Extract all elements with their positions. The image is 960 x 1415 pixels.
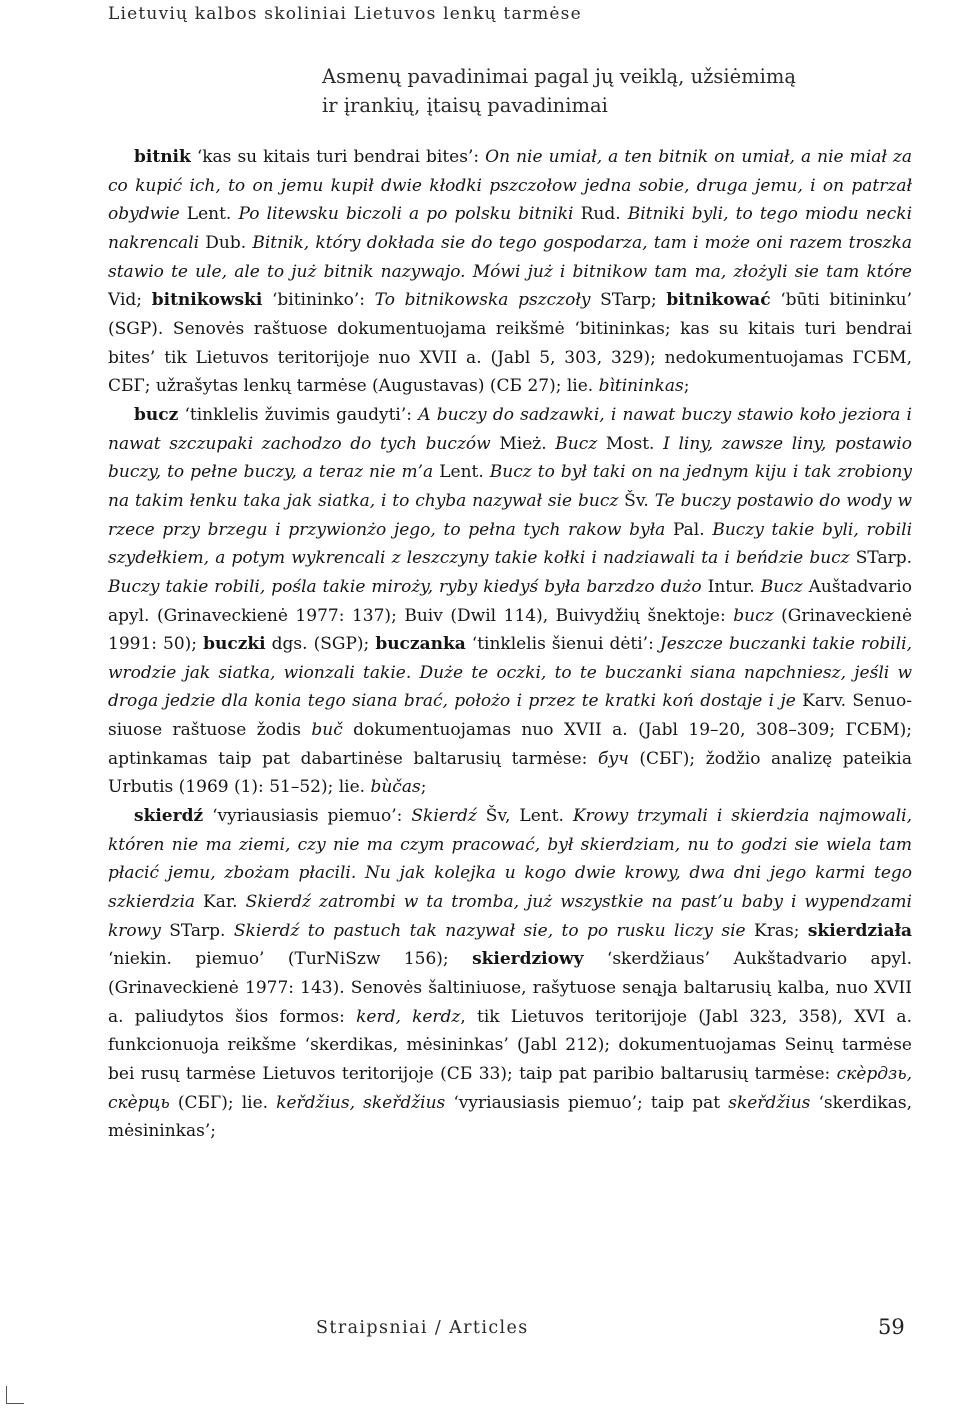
citation-text: Krowy trzymali i skierdzia najmowali, któren nie ma ziemi, czy nie ma czym pracować, był skierdziam, nu to godzi sie wiela tam płacić jemu, zbożam płacili. Nu jak kolejka u kogo dwie krowy, dwa dni jego karmi tego szkierdzia [108, 806, 912, 913]
headword: skierdziała [807, 920, 913, 941]
entry-text: STarp; [590, 290, 667, 311]
citation-text: Skierdź to pastuch tak nazywał sie, to po rusku liczy sie [233, 920, 746, 941]
page-number: 59 [878, 1315, 905, 1339]
citation-text: keřdžius, skeřdžius [276, 1092, 446, 1113]
headword: bitnikowski [151, 290, 263, 311]
entry-text: ‘skerdikas, mėsininkas’; [108, 1092, 912, 1142]
entry-text: Auštadvario apyl. (Grinaveckienė 1977: 137); Buiv (Dwil 114), Buivydžių šnektoje: [108, 576, 912, 626]
entry-text: (СБГ); žodžio analizę pateikia Urbutis (1969 (1): 51–52); lie. [108, 748, 912, 798]
headword: bitnik [134, 147, 191, 167]
crop-mark-horizontal [6, 1403, 24, 1404]
entry-text: Kar. [195, 892, 246, 913]
entry-text: (Grinaveckienė 1991: 50); [108, 605, 913, 655]
running-head: Lietuvių kalbos skoliniai Lietuvos lenkų tarmėse [108, 4, 582, 24]
citation-text: скèрдзь, скèрць [108, 1064, 912, 1113]
entry-text: Šv. [618, 490, 655, 511]
citation-text: I liny, zawsze liny, postawio buczy, to pełne buczy, a teraz nie m’a [108, 433, 912, 483]
entry-text: (СБГ); lie. [169, 1092, 277, 1113]
entry-text: Kras; [745, 920, 808, 941]
citation-text: On nie umiał, a ten bitnik on umiał, a nie miał za co kupić ich, to on jemu kupił dwie kłodki pszczołow jedna sobie, druga jemu, i on patrzał obydwie [108, 147, 912, 225]
citation-text: Bucz to był taki on na jednym kiju i tak zrobiony na takim łenku taka jak siatka, i to chyba nazywał sie bucz [108, 462, 913, 511]
entry-text: Vid; [108, 290, 152, 311]
headword: buczanka [375, 634, 466, 655]
citation-text: Skierdź [411, 806, 477, 827]
citation-text: Te buczy postawio do wody w rzece przy brzegu i przywionżo jego, to pełna tych rakow była [108, 490, 913, 540]
entry-text: Intur. [701, 576, 761, 597]
entry-text: STarp. [160, 920, 234, 941]
headword: bitnikować [666, 290, 771, 311]
entry-text: ‘kas su kitais turi bendrai bites’: [190, 147, 486, 167]
entry-text: ; [420, 777, 427, 798]
entry-text: ‘skerdžiaus’ Aukštadvario apyl. (Grinaveckienė 1977: 143). Senovės šaltiniuose, rašytuose senąja baltarusių kalba, nuo XVII a. paliudytos šios formos: [108, 949, 912, 1027]
citation-text: To bitnikowska pszczoły [374, 290, 591, 311]
citation-text: A buczy do sadzawki, i nawat buczy stawio koło jeziora i nawat szczupaki zachodzo do tych buczów [108, 404, 912, 454]
headword: bucz [134, 404, 179, 425]
citation-text: Jeszcze buczanki takie robili, wrodzie jak siatka, wionzali takie. Duże te oczki, to te buczanki siana napchniesz, jeśli w droga jedzie dla konia tego siana brać, położo i przez te kratki koń dostaje i je [108, 634, 912, 712]
entry-text: ; [683, 376, 690, 397]
entry-text: Rud. [573, 204, 628, 225]
entry-text: ‘bitininko’: [262, 290, 375, 311]
section-title-line: Asmenų pavadinimai pagal jų veiklą, užsiėmimą [322, 65, 797, 88]
entry-text: ‘vyriausiasis piemuo’; taip pat [445, 1092, 729, 1113]
citation-text: bìtininkas [598, 376, 684, 397]
headword: skierdź [134, 806, 204, 827]
entry-text: , tik Lietuvos teritorijoje (Jabl 323, 358), XVI a. funkcionuoja reikšme ‘skerdikas, mėsininkas’ (Jabl 212); dokumentuojamas Seinų tarmėse bei rusų tarmėse Lietuvos teritorijoje (СБ 33); taip pat paribio baltarusių tarmėse: [108, 1006, 912, 1084]
dictionary-entry-bucz [108, 401, 912, 802]
article-body [108, 143, 912, 1146]
citation-text: Bucz [555, 433, 598, 454]
citation-text: Buczy takie byli, robili szydełkiem, a potym wykrencali z leszczyny takie kołki i nadziawali ta i beńdzie bucz [108, 519, 913, 569]
citation-text: buč [311, 720, 343, 741]
entry-text: ‘niekin. piemuo’ (TurNiSzw 156); [108, 949, 473, 970]
citation-text: Buczy takie robili, pośla takie miroży, ryby kiedyś była barzdzo dużo [108, 576, 702, 597]
citation-text: bucz [733, 605, 774, 626]
headword: buczki [203, 634, 266, 655]
entry-text: Mież. [490, 433, 556, 454]
headword: skierdziowy [472, 949, 584, 970]
citation-text: Bitniki byli, to tego miodu necki nakrencali [108, 204, 913, 253]
citation-text: skeřdžius [728, 1092, 811, 1113]
entry-text: Šv, Lent. [476, 806, 573, 827]
section-title [322, 62, 796, 120]
entry-text: Dub. [199, 232, 253, 253]
citation-text: Bucz [760, 576, 803, 597]
entry-text: Pal. [665, 519, 713, 540]
crop-mark-vertical [6, 1386, 7, 1404]
section-title-line: ir įrankių, įtaisų pavadinimai [322, 94, 608, 117]
entry-text: Lent. [179, 204, 239, 225]
entry-text: dgs. (SGP); [265, 634, 376, 655]
dictionary-entry-bitnik [108, 143, 912, 401]
entry-text: Most. [597, 433, 664, 454]
citation-text: bùčas [370, 777, 421, 798]
entry-text: ‘vyriausiasis piemuo’: [203, 806, 412, 827]
entry-text: STarp. [849, 548, 912, 569]
citation-text: Po litewsku biczoli a po polsku bitniki [238, 204, 574, 225]
footer-section-label: Straipsniai / Articles [316, 1318, 529, 1338]
entry-text: ‘tinklelis žuvimis gaudyti’: [178, 404, 419, 425]
entry-text: ‘tinklelis šienui dėti’: [465, 634, 660, 655]
dictionary-entry-skierdz [108, 802, 912, 1146]
citation-text: kerd, kerdz [356, 1006, 461, 1027]
citation-text: буч [598, 748, 629, 769]
entry-text: dokumentuojamas nuo XVII a. (Jabl 19–20, 308–309; ГСБМ); aptinkamas taip pat dabartinėse baltarusių tarmėse: [108, 720, 912, 769]
citation-text: Bitnik, który dokłada sie do tego gospodarza, tam i może oni razem troszka stawio te ule, ale to już bitnik nazywajo. Mówi już i bitnikow tam ma, złożyli sie tam które [108, 232, 912, 282]
entry-text: Karv. Senuosiuose raštuose žodis [108, 691, 912, 741]
entry-text: Lent. [433, 462, 490, 483]
crop-mark [0, 1386, 26, 1404]
citation-text: Skierdź zatrombi w ta tromba, już wszystkie na past’u baby i wypendzami krowy [108, 892, 912, 941]
entry-text: ‘būti bitininku’ (SGP). Senovės raštuose dokumentuojama reikšmė ‘bitininkas; kas su kitais turi bendrai bites’ tik Lietuvos teritorijoje nuo XVII a. (Jabl 5, 303, 329); nedokumentuojamas ГСБМ, СБГ; užrašytas lenkų tarmėse (Augustavas) (СБ 27); lie. [108, 290, 912, 397]
